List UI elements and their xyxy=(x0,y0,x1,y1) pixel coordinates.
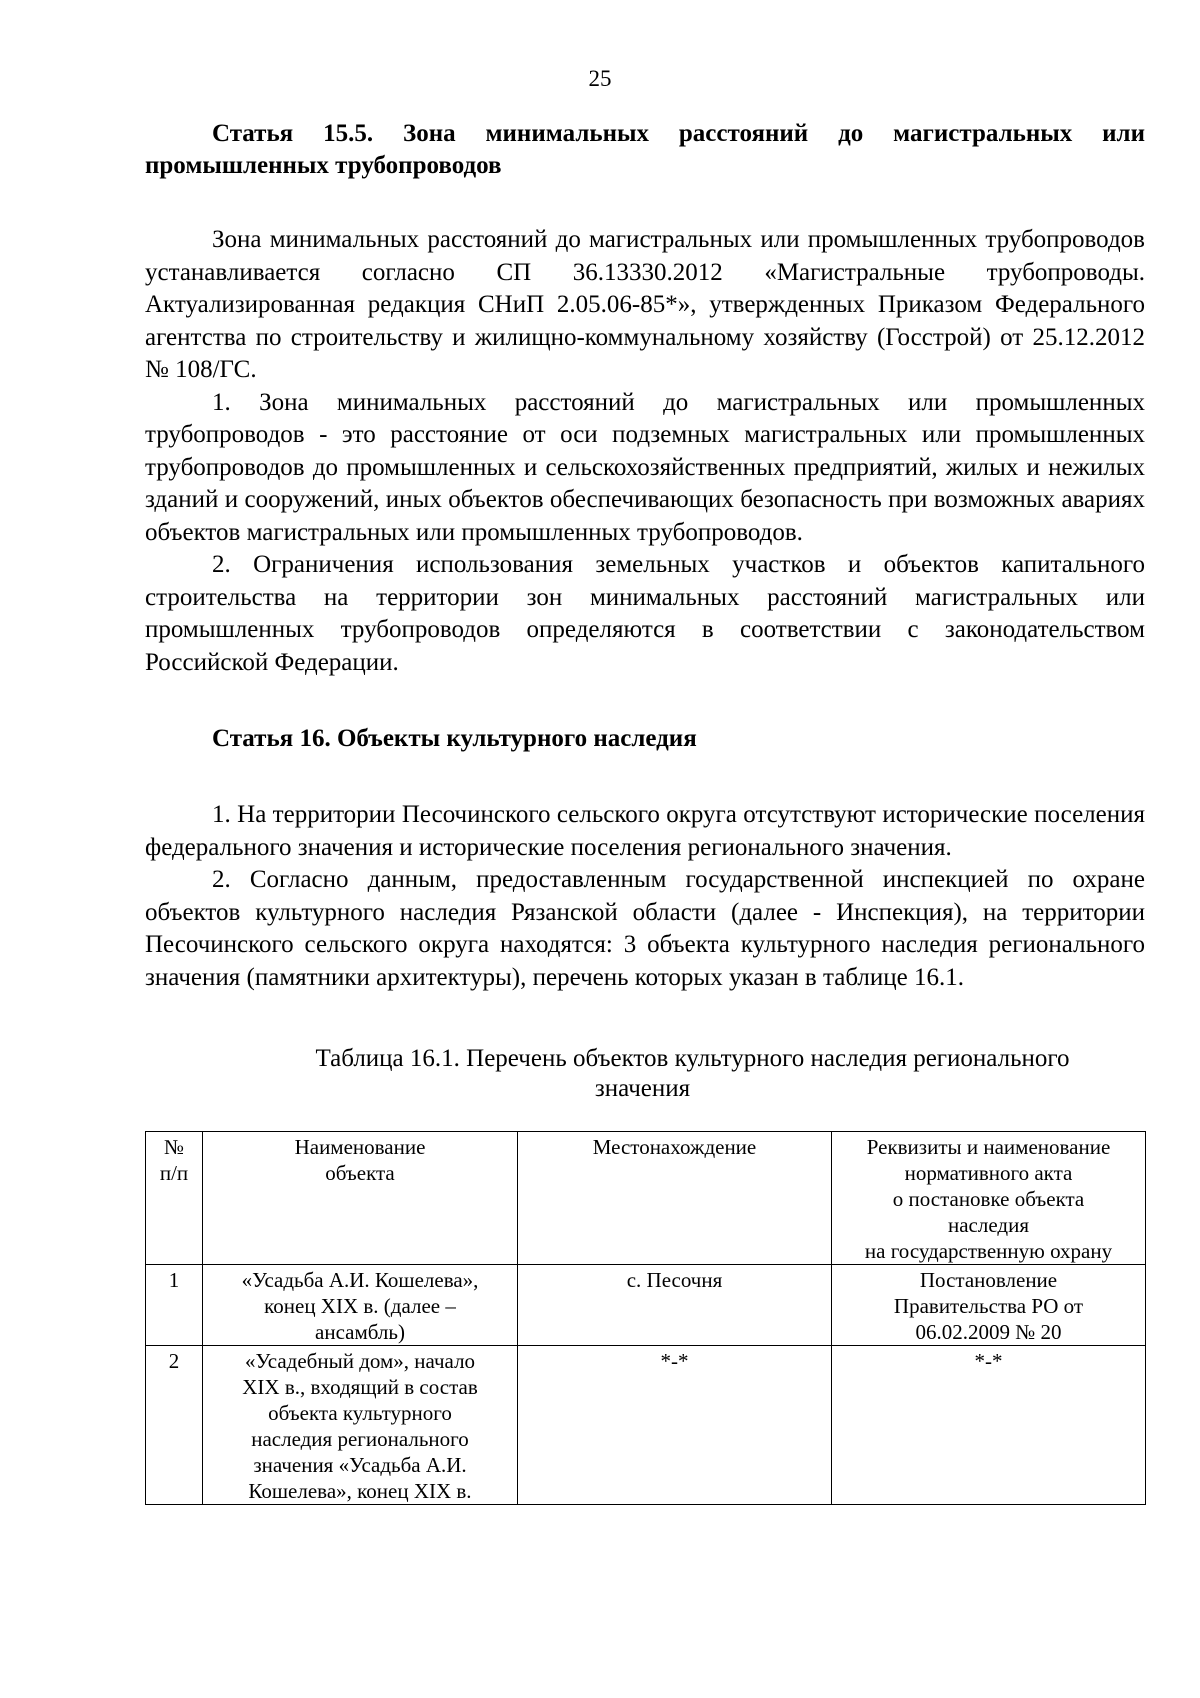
table-caption xyxy=(145,1044,1145,1104)
section-15-5-paragraph: Зона минимальных расстояний до магистральных или промышленных трубопроводов устанавливается согласно СП 36.13330.2012 «Магистральные трубопроводы. Актуализированная редакция СНиП 2.05.06-85*», утвержденных Приказом Федерального агентства по строительству и жилищно-коммунальному хозяйству (Госстрой) от 25.12.2012 № 108/ГС. xyxy=(145,226,1145,383)
section-15-5-paragraph: 2. Ограничения использования земельных участков и объектов капитального строительства на территории зон минимальных расстояний магистральных или промышленных трубопроводов определяются в соответствии с законодательством Российской Федерации. xyxy=(145,551,1145,676)
cell-location: *-* xyxy=(518,1346,832,1505)
cell-location: с. Песочня xyxy=(518,1265,832,1346)
cell-requisites: Постановление Правительства РО от 06.02.2009 № 20 xyxy=(832,1265,1146,1346)
cell-num: 2 xyxy=(146,1346,203,1505)
section-15-5-heading: Статья 15.5. Зона минимальных расстояний до магистральных или промышленных трубопроводов xyxy=(145,120,1145,179)
section-16-heading: Статья 16. Объекты культурного наследия xyxy=(212,725,697,752)
table-caption-line: Таблица 16.1. Перечень объектов культурного наследия регионального xyxy=(315,1045,1070,1072)
section-15-5-body xyxy=(145,224,1145,679)
cell-name: «Усадьба А.И. Кошелева», конец XIX в. (далее – ансамбль) xyxy=(203,1265,518,1346)
cell-name: «Усадебный дом», начало XIX в., входящий в состав объекта культурного наследия регионального значения «Усадьба А.И. Кошелева», конец XIX в. xyxy=(203,1346,518,1505)
section-16-body xyxy=(145,799,1145,994)
page-number: 25 xyxy=(588,66,612,91)
section-16-paragraph: 2. Согласно данным, предоставленным государственной инспекцией по охране объектов культурного наследия Рязанской области (далее - Инспекция), на территории Песочинского сельского округа находятся: 3 объекта культурного наследия регионального значения (памятники архитектуры), перечень которых указан в таблице 16.1. xyxy=(145,866,1145,991)
section-16-paragraph: 1. На территории Песочинского сельского округа отсутствуют исторические поселения федерального значения и исторические поселения регионального значения. xyxy=(145,801,1145,861)
cell-num: 1 xyxy=(146,1265,203,1346)
section-15-5-paragraph: 1. Зона минимальных расстояний до магистральных или промышленных трубопроводов - это расстояние от оси подземных магистральных или промышленных трубопроводов до промышленных и сельскохозяйственных предприятий, жилых и нежилых зданий и сооружений, иных объектов обеспечивающих безопасность при возможных авариях объектов магистральных или промышленных трубопроводов. xyxy=(145,388,1145,546)
header-location: Местонахождение xyxy=(518,1132,832,1265)
table-caption-line: значения xyxy=(594,1075,691,1102)
header-num: № п/п xyxy=(146,1132,203,1265)
heritage-objects-table xyxy=(145,1131,1146,1505)
header-name: Наименование объекта xyxy=(203,1132,518,1265)
document-body xyxy=(145,118,1145,1505)
header-requisites: Реквизиты и наименование нормативного акта о постановке объекта наследия на государственную охрану xyxy=(832,1132,1146,1265)
table-header-row xyxy=(146,1132,1146,1265)
cell-requisites: *-* xyxy=(832,1346,1146,1505)
table-row xyxy=(146,1265,1146,1346)
table-row xyxy=(146,1346,1146,1505)
